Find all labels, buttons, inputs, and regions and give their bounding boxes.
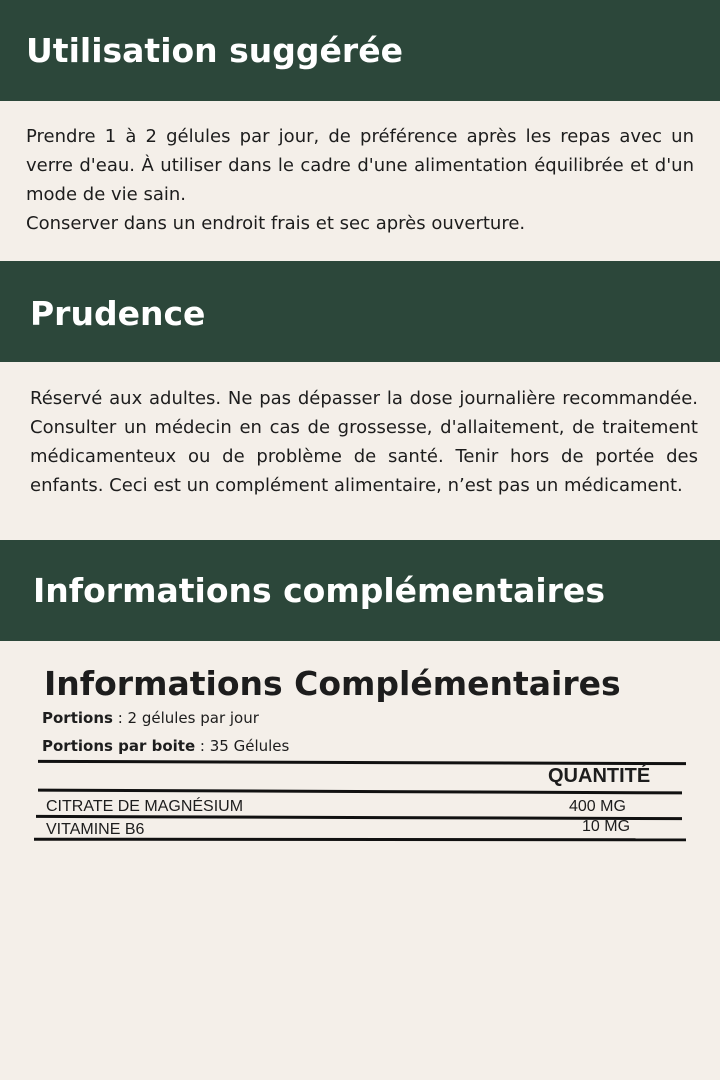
table-row-1-name: CITRATE DE MAGNÉSIUM xyxy=(46,798,244,815)
info-title: Informations Complémentaires xyxy=(44,664,621,703)
table-header-rule xyxy=(38,789,682,795)
quantity-column-header: QUANTITÉ xyxy=(548,765,651,787)
usage-header-band xyxy=(0,0,720,101)
caution-title: Prudence xyxy=(30,294,206,333)
portions-label: Portions xyxy=(42,709,113,727)
usage-text xyxy=(26,122,694,238)
portions-value: : 2 gélules par jour xyxy=(112,709,259,727)
table-row-2-quantity: 10 MG xyxy=(582,818,631,835)
portions-line xyxy=(42,711,259,726)
usage-title: Utilisation suggérée xyxy=(26,31,403,70)
portions-per-box-value: : 35 Gélules xyxy=(195,737,290,755)
info-band-title: Informations complémentaires xyxy=(33,571,605,610)
table-row-2-name: VITAMINE B6 xyxy=(46,821,145,838)
table-bottom-rule xyxy=(34,838,686,842)
caution-header-band xyxy=(0,261,720,362)
caution-text: Réservé aux adultes. Ne pas dépasser la dose journalière recommandée. Consulter un médecin en cas de grossesse, d'allaitement, de traitement médicamenteux ou de problème de santé. Tenir hors de portée des enfants. Ceci est un complément alimentaire, n’est pas un médicament. xyxy=(30,388,698,496)
portions-per-box-label: Portions par boite xyxy=(42,737,196,755)
table-row-1-quantity: 400 MG xyxy=(569,798,626,815)
usage-paragraph-2: Conserver dans un endroit frais et sec après ouverture. xyxy=(26,213,526,234)
info-header-band xyxy=(0,540,720,641)
usage-paragraph-1: Prendre 1 à 2 gélules par jour, de préférence après les repas avec un verre d'eau. À utiliser dans le cadre d'une alimentation équilibrée et d'un mode de vie sain. xyxy=(26,126,694,205)
portions-per-box-line xyxy=(42,739,289,754)
